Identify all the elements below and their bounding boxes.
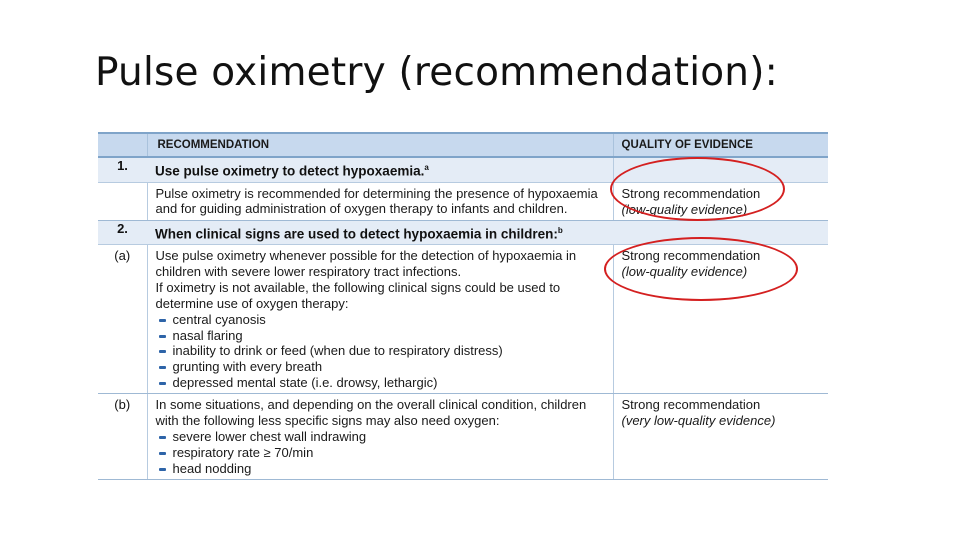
rec1-evidence	[613, 182, 828, 220]
rec2-title-row	[98, 220, 828, 245]
rec2a-quality: (low-quality evidence)	[621, 264, 748, 279]
slide-title: Pulse oximetry (recommendation):	[95, 50, 778, 95]
rec1-strength: Strong recommendation	[621, 185, 761, 201]
rec1-title-blank	[613, 157, 828, 182]
rec2a-evidence	[613, 245, 828, 394]
rec2b-row	[98, 394, 828, 480]
rec2b-strength: Strong recommendation	[621, 397, 761, 413]
rec2b-evidence	[613, 394, 828, 480]
rec1-title-cell	[147, 157, 613, 182]
list-item: nasal flaring	[156, 328, 605, 344]
list-item: depressed mental state (i.e. drowsy, lethargic)	[156, 375, 605, 391]
list-item: central cyanosis	[156, 312, 605, 328]
table-header-row	[98, 133, 828, 157]
list-item: inability to drink or feed (when due to respiratory distress)	[156, 343, 605, 359]
rec2-title: When clinical signs are used to detect hypoxaemia in children:	[155, 226, 558, 241]
rec2a-strength: Strong recommendation	[621, 248, 761, 263]
rec2b-label: (b)	[98, 394, 147, 480]
rec2a-body	[147, 245, 613, 394]
rec1-title-row	[98, 157, 828, 182]
rec1-number: 1.	[98, 157, 147, 182]
recommendation-table	[98, 132, 828, 480]
header-number-cell	[98, 133, 147, 157]
rec1-footnote: a	[424, 163, 429, 172]
rec1-body: Pulse oximetry is recommended for determining the presence of hypoxaemia and for guiding administration of oxygen therapy to infants and children.	[147, 182, 613, 220]
rec2b-text: In some situations, and depending on the overall clinical condition, children with the following less specific signs may also need oxygen:	[155, 397, 587, 429]
rec2b-quality: (very low-quality evidence)	[621, 413, 776, 429]
header-quality-of-evidence: QUALITY OF EVIDENCE	[613, 133, 828, 157]
list-item: respiratory rate ≥ 70/min	[156, 445, 605, 461]
rec2a-text2: If oximetry is not available, the following clinical signs could be used to determine use of oxygen therapy:	[155, 279, 561, 311]
rec2b-sign-list	[156, 429, 605, 477]
list-item: head nodding	[156, 461, 605, 477]
rec2b-body	[147, 394, 613, 480]
rec2a-label: (a)	[98, 245, 147, 394]
rec2a-row	[98, 245, 828, 394]
rec1-body-row	[98, 182, 828, 220]
list-item: severe lower chest wall indrawing	[156, 429, 605, 445]
rec1-quality: (low-quality evidence)	[621, 201, 748, 217]
rec2-footnote: b	[557, 225, 563, 235]
header-recommendation: RECOMMENDATION	[147, 133, 613, 157]
rec1-title: Use pulse oximetry to detect hypoxaemia.	[155, 163, 425, 179]
rec2a-text1: Use pulse oximetry whenever possible for the detection of hypoxaemia in children with severe lower respiratory tract infections.	[155, 248, 577, 279]
rec2-title-cell	[147, 220, 828, 245]
recommendation-table-image	[98, 132, 828, 480]
list-item: grunting with every breath	[156, 359, 605, 375]
rec2-number: 2.	[98, 220, 147, 245]
rec2a-sign-list	[156, 312, 605, 392]
rec1-body-number-cell	[98, 182, 147, 220]
